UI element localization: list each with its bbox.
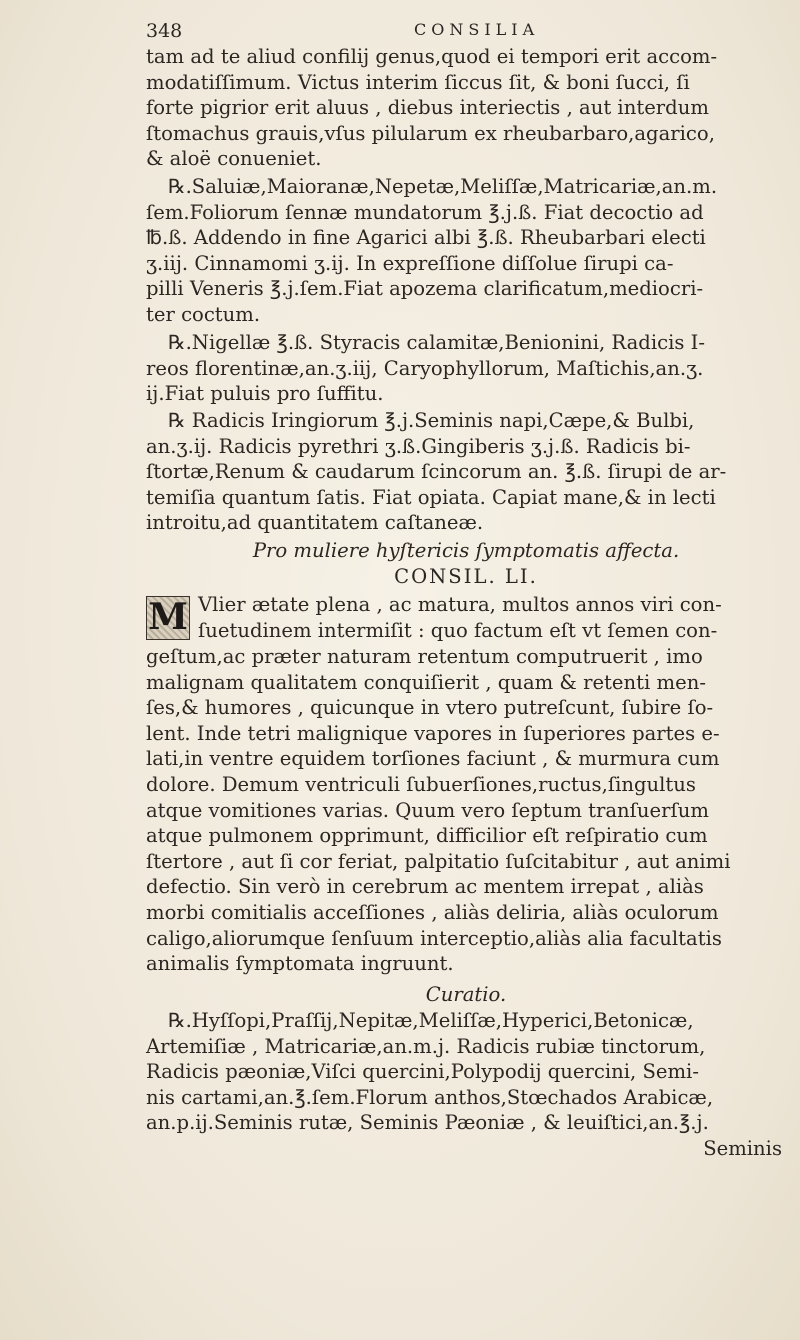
text-line: ʒ.iij. Cinnamomi ʒ.ij. In expreſſione diſſolue ſirupi ca- (146, 251, 674, 275)
paragraph-2 (146, 644, 786, 977)
text-line: Radicis pæoniæ,Viſci quercini,Polypodij quercini, Semi- (146, 1060, 699, 1084)
text-line: atque pulmonem opprimunt, difficilior eſt reſpiratio cum (146, 824, 708, 848)
text-line: & aloë conueniet. (146, 147, 322, 171)
consil-heading: CONSIL. LI. (394, 565, 538, 588)
text-line: Artemiſiæ , Matricariæ,an.m.j. Radicis rubiæ tinctorum, (146, 1034, 706, 1058)
text-line: ſtortæ,Renum & caudarum ſcincorum an. ℥.ß. ſirupi de ar- (146, 460, 727, 484)
text-line: ſuetudinem intermiſit : quo factum eſt vt ſemen con- (198, 618, 718, 642)
text-line: nis cartami,an.℥.ſem.Florum anthos,Stœchados Arabicæ, (146, 1085, 714, 1109)
text-line: ſtertore , aut ſi cor feriat, palpitatio ſuſcitabitur , aut animi (146, 849, 731, 873)
page-number: 348 (146, 20, 183, 42)
text-line: caligo,aliorumque ſenſuum interceptio,aliàs alia facultatis (146, 926, 722, 950)
text-line: lent. Inde tetri malignique vapores in ſuperiores partes e- (146, 721, 720, 745)
text-line: ſtomachus grauis,vſus pilularum ex rheubarbaro,agarico, (146, 121, 715, 145)
recipe-4 (146, 1008, 786, 1162)
text-line: atque vomitiones varias. Quum vero ſeptum tranſuerſum (146, 798, 709, 822)
text-line: ℞.Hyſſopi,Praſſij,Nepitæ,Meliſſæ,Hyperici,Betonicæ, (168, 1009, 694, 1032)
running-head: CONSILIA (414, 20, 540, 39)
text-line: defectio. Sin verò in cerebrum ac mentem irrepat , aliàs (146, 875, 704, 899)
text-line: an.ʒ.ij. Radicis pyrethri ʒ.ß.Gingiberis ʒ.j.ß. Radicis bi- (146, 434, 691, 458)
text-line: ℞.Nigellæ ℥.ß. Styracis calamitæ,Benionini, Radicis I- (168, 331, 706, 354)
text-line: ter coctum. (146, 302, 261, 326)
text-line: modatiſſimum. Victus interim ſiccus ſit, & boni ſucci, ſi (146, 70, 690, 94)
text-line: ſem.Foliorum ſennæ mundatorum ℥.j.ß. Fiat decoctio ad (146, 200, 704, 224)
text-line: tam ad te aliud confilij genus,quod ei tempori erit accom- (146, 45, 718, 68)
text-line: dolore. Demum ventriculi ſubuerſiones,ructus,ſingultus (146, 772, 696, 796)
text-line: ℞ Radicis Iringiorum ℥.j.Seminis napi,Cæpe,& Bulbi, (168, 409, 695, 432)
text-line: ij.Fiat puluis pro ſuffitu. (146, 382, 384, 406)
catchword: Seminis (703, 1136, 782, 1160)
recipe-1 (146, 174, 786, 328)
text-line: geſtum,ac præter naturam retentum computruerit , imo (146, 645, 703, 668)
decorated-initial: M (146, 596, 190, 640)
text-line: lati,in ventre equidem torſiones faciunt , & murmura cum (146, 747, 720, 771)
text-line: an.p.ij.Seminis rutæ, Seminis Pæoniæ , & leuiſtici,an.℥.j. (146, 1111, 709, 1135)
text-line: reos florentinæ,an.ʒ.iij, Caryophyllorum, Maſtichis,an.ʒ. (146, 356, 704, 380)
recipe-3 (146, 408, 786, 536)
page-header (146, 14, 786, 42)
curatio-title: Curatio. (425, 983, 507, 1006)
paragraph-1 (146, 44, 786, 172)
text-line: forte pigrior erit aluus , diebus interiectis , aut interdum (146, 96, 709, 120)
text-line: ℞.Saluiæ,Maioranæ,Nepetæ,Meliſſæ,Matricariæ,an.m. (168, 175, 718, 198)
text-line: pilli Veneris ℥.j.ſem.Fiat apozema clarificatum,mediocri- (146, 277, 704, 301)
text-line: temiſia quantum ſatis. Fiat opiata. Capiat mane,& in lecti (146, 485, 716, 509)
text-line: morbi comitialis acceſſiones , aliàs deliria, aliàs oculorum (146, 900, 719, 924)
text-line: ℔.ß. Addendo in fine Agarici albi ℥.ß. Rheubarbari electi (146, 226, 706, 250)
recipe-2 (146, 330, 786, 407)
text-line: animalis ſymptomata ingruunt. (146, 952, 454, 976)
text-line: introitu,ad quantitatem caſtaneæ. (146, 511, 484, 535)
dropcap-paragraph (146, 592, 786, 643)
section-title: Pro muliere hyſtericis ſymptomatis affecta. (252, 539, 680, 562)
text-line: malignam qualitatem conquiſierit , quam & retenti men- (146, 670, 706, 694)
text-line: ſes,& humores , quicunque in vtero putreſcunt, ſubire ſo- (146, 696, 714, 720)
text-line: Vlier ætate plena , ac matura, multos annos viri con- (198, 593, 722, 616)
